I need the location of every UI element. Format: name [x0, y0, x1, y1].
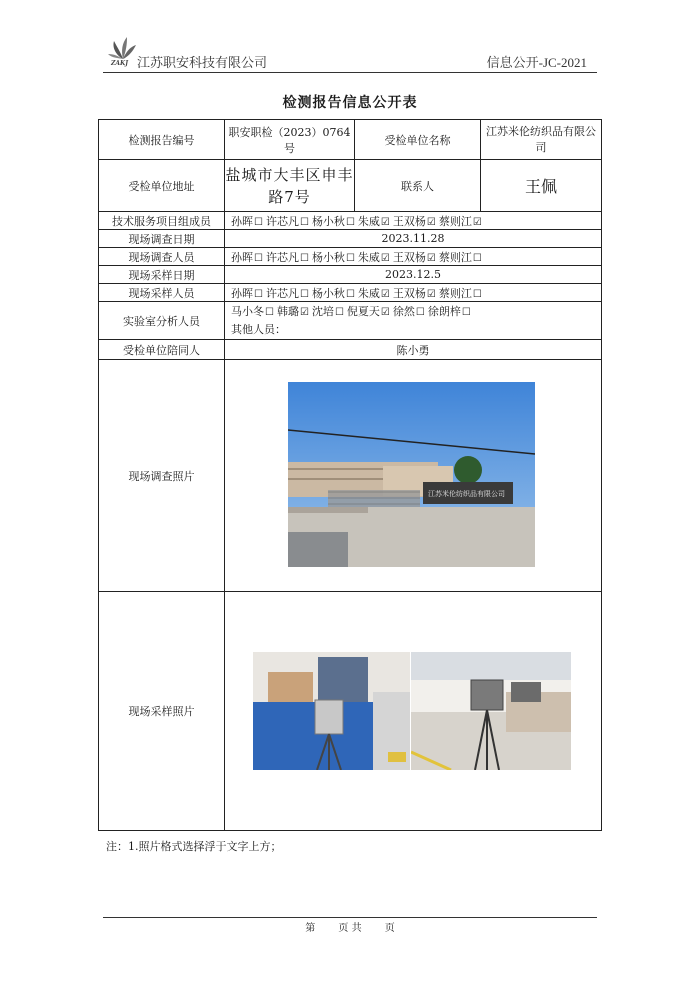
person-name: 许芯凡: [265, 286, 299, 300]
samplers-checklist: [225, 284, 602, 302]
unchecked-box-icon: ☐: [299, 216, 309, 228]
person-name: 倪夏天: [346, 305, 380, 318]
table-row: [99, 592, 602, 831]
lab-others: 其他人员：: [231, 323, 286, 336]
checked-box-icon: ☑: [426, 288, 436, 300]
checked-box-icon: ☑: [380, 216, 390, 228]
person-name: 韩璐: [276, 305, 299, 318]
person-name: 王双杨: [392, 286, 426, 300]
person-name: 王双杨: [392, 250, 426, 264]
person-name: 杨小秋: [311, 250, 345, 264]
person-name: 朱威: [357, 214, 380, 228]
table-row: [99, 212, 602, 230]
person-name: 杨小秋: [311, 214, 345, 228]
address-label: 受检单位地址: [99, 160, 225, 212]
checked-box-icon: ☑: [299, 307, 309, 318]
unchecked-box-icon: ☐: [299, 288, 309, 300]
person-name: 朱威: [357, 286, 380, 300]
team-checklist: [225, 212, 602, 230]
checked-box-icon: ☑: [426, 252, 436, 264]
table-row: [99, 120, 602, 160]
table-row: [99, 230, 602, 248]
person-name: 马小冬: [231, 305, 264, 318]
person-name: 许芯凡: [265, 214, 299, 228]
unchecked-box-icon: ☐: [254, 252, 263, 264]
table-row: [99, 360, 602, 592]
sampling-photo-2: [411, 652, 571, 770]
person-name: 孙晖: [231, 214, 253, 228]
sampling-photo-1: [253, 652, 410, 770]
person-name: 蔡则江: [438, 286, 472, 300]
checked-box-icon: ☑: [380, 288, 390, 300]
gate-sign-text: 江苏米伦纺织品有限公司: [428, 490, 505, 498]
unchecked-box-icon: ☐: [345, 252, 355, 264]
table-row: [99, 340, 602, 360]
footer-page-prefix: 第: [305, 923, 316, 934]
footer-divider: [103, 917, 597, 918]
report-no-value: 职安职检（2023）0764号: [225, 120, 355, 160]
survey-photo-cell: [225, 360, 602, 592]
person-name: 徐然: [392, 305, 415, 318]
table-row: [99, 266, 602, 284]
unchecked-box-icon: ☐: [472, 252, 482, 264]
unchecked-box-icon: ☐: [461, 307, 471, 318]
sampling-date-label: 现场采样日期: [99, 266, 225, 284]
person-name: 朱威: [357, 250, 380, 264]
person-name: 王双杨: [392, 214, 426, 228]
unchecked-box-icon: ☐: [472, 288, 482, 300]
inspected-unit-value: 江苏米伦纺织品有限公司: [481, 120, 602, 160]
unchecked-box-icon: ☐: [299, 252, 309, 264]
note: 注：1.照片格式选择浮于文字上方；: [106, 840, 282, 853]
unchecked-box-icon: ☐: [334, 307, 344, 318]
info-table: [98, 119, 602, 831]
checked-box-icon: ☑: [380, 252, 390, 264]
surveyors-label: 现场调查人员: [99, 248, 225, 266]
table-row: [99, 248, 602, 266]
table-row: [99, 160, 602, 212]
lab-label: 实验室分析人员: [99, 302, 225, 340]
samplers-label: 现场采样人员: [99, 284, 225, 302]
surveyors-checklist: [225, 248, 602, 266]
unchecked-box-icon: ☐: [265, 307, 274, 318]
checked-box-icon: ☑: [472, 216, 482, 228]
document-number: 信息公开-JC-2021: [486, 55, 587, 70]
page-title: 检测报告信息公开表: [282, 95, 418, 111]
person-name: 孙晖: [231, 286, 253, 300]
table-row: [99, 284, 602, 302]
footer-page-suffix: 页: [384, 923, 395, 934]
person-name: 徐朗梓: [427, 305, 461, 318]
person-name: 孙晖: [231, 250, 253, 264]
company-name: 江苏职安科技有限公司: [137, 56, 268, 71]
unchecked-box-icon: ☐: [345, 288, 355, 300]
unchecked-box-icon: ☐: [254, 216, 263, 228]
contact-value: 王佩: [481, 160, 602, 212]
survey-photo: [288, 382, 535, 567]
sampling-photo-cell: [225, 592, 602, 831]
table-row: [99, 302, 602, 340]
lab-cell: [225, 302, 602, 340]
survey-date-label: 现场调查日期: [99, 230, 225, 248]
escort-value: 陈小勇: [225, 340, 602, 360]
page-footer: [0, 919, 700, 934]
inspected-unit-label: 受检单位名称: [355, 120, 481, 160]
checked-box-icon: ☑: [426, 216, 436, 228]
address-value: 盐城市大丰区申丰路7号: [225, 160, 355, 212]
logo-text: ZAKJ: [111, 60, 129, 67]
unchecked-box-icon: ☐: [254, 288, 263, 300]
sampling-date-value: 2023.12.5: [225, 266, 602, 284]
report-no-label: 检测报告编号: [99, 120, 225, 160]
person-name: 杨小秋: [311, 286, 345, 300]
person-name: 沈培: [311, 305, 334, 318]
lab-checklist: [231, 303, 601, 321]
sampling-photo-label: 现场采样照片: [99, 592, 225, 831]
survey-photo-label: 现场调查照片: [99, 360, 225, 592]
unchecked-box-icon: ☐: [415, 307, 425, 318]
page-header: [103, 30, 597, 73]
survey-date-value: 2023.11.28: [225, 230, 602, 248]
person-name: 许芯凡: [265, 250, 299, 264]
person-name: 蔡则江: [438, 214, 472, 228]
unchecked-box-icon: ☐: [345, 216, 355, 228]
escort-label: 受检单位陪同人: [99, 340, 225, 360]
person-name: 蔡则江: [438, 250, 472, 264]
team-label: 技术服务项目组成员: [99, 212, 225, 230]
footer-page-middle: 页 共: [338, 923, 362, 934]
checked-box-icon: ☑: [380, 307, 390, 318]
contact-label: 联系人: [355, 160, 481, 212]
